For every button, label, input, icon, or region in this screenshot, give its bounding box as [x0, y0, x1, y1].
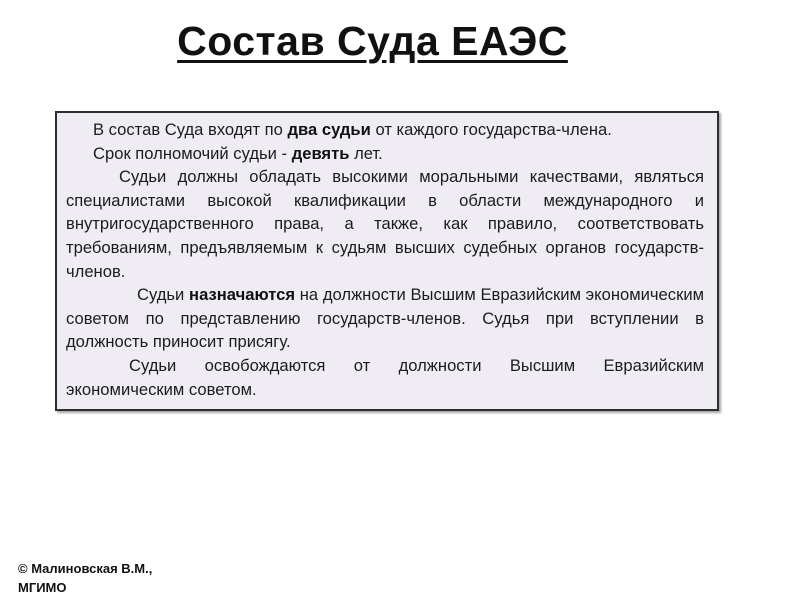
- paragraph-text: В состав Суда входят по: [93, 120, 288, 139]
- paragraph-dismissal: Судьи освобождаются от должности Высшим Евразийским экономическим советом.: [66, 355, 704, 399]
- paragraph-text: от каждого государства-члена.: [370, 120, 612, 139]
- paragraph-text: Судьи: [137, 285, 190, 305]
- paragraph-text: лет.: [349, 143, 383, 163]
- emphasis-two-judges: два судьи: [287, 120, 371, 139]
- paragraph-judges-count: [66, 118, 704, 142]
- author-credit: [18, 559, 152, 597]
- paragraph-appointment: [66, 283, 704, 354]
- emphasis-nine: девять: [291, 143, 350, 163]
- institution-name: МГИМО: [18, 580, 67, 595]
- author-name: © Малиновская В.М.,: [18, 561, 153, 576]
- paragraph-requirements: Судьи должны обладать высокими моральными качествами, являться специалистами высокой квалификации в области международного и внутригосударственного права, а также, как правило, соответствовать требованиям, предъявляемым к судьям высших судебных органов государств-членов.: [66, 167, 704, 281]
- paragraph-text: на должности Высшим Евразийским экономическим советом по представлению государств-членов. Судья при вступлении в должность приносит присягу.: [66, 285, 705, 352]
- paragraph-text: Срок полномочий судьи -: [93, 143, 292, 163]
- slide-title: Состав Суда ЕАЭС: [177, 18, 568, 64]
- content-box: [55, 111, 719, 411]
- emphasis-appointed: назначаются: [189, 285, 296, 305]
- paragraph-term: [66, 142, 704, 166]
